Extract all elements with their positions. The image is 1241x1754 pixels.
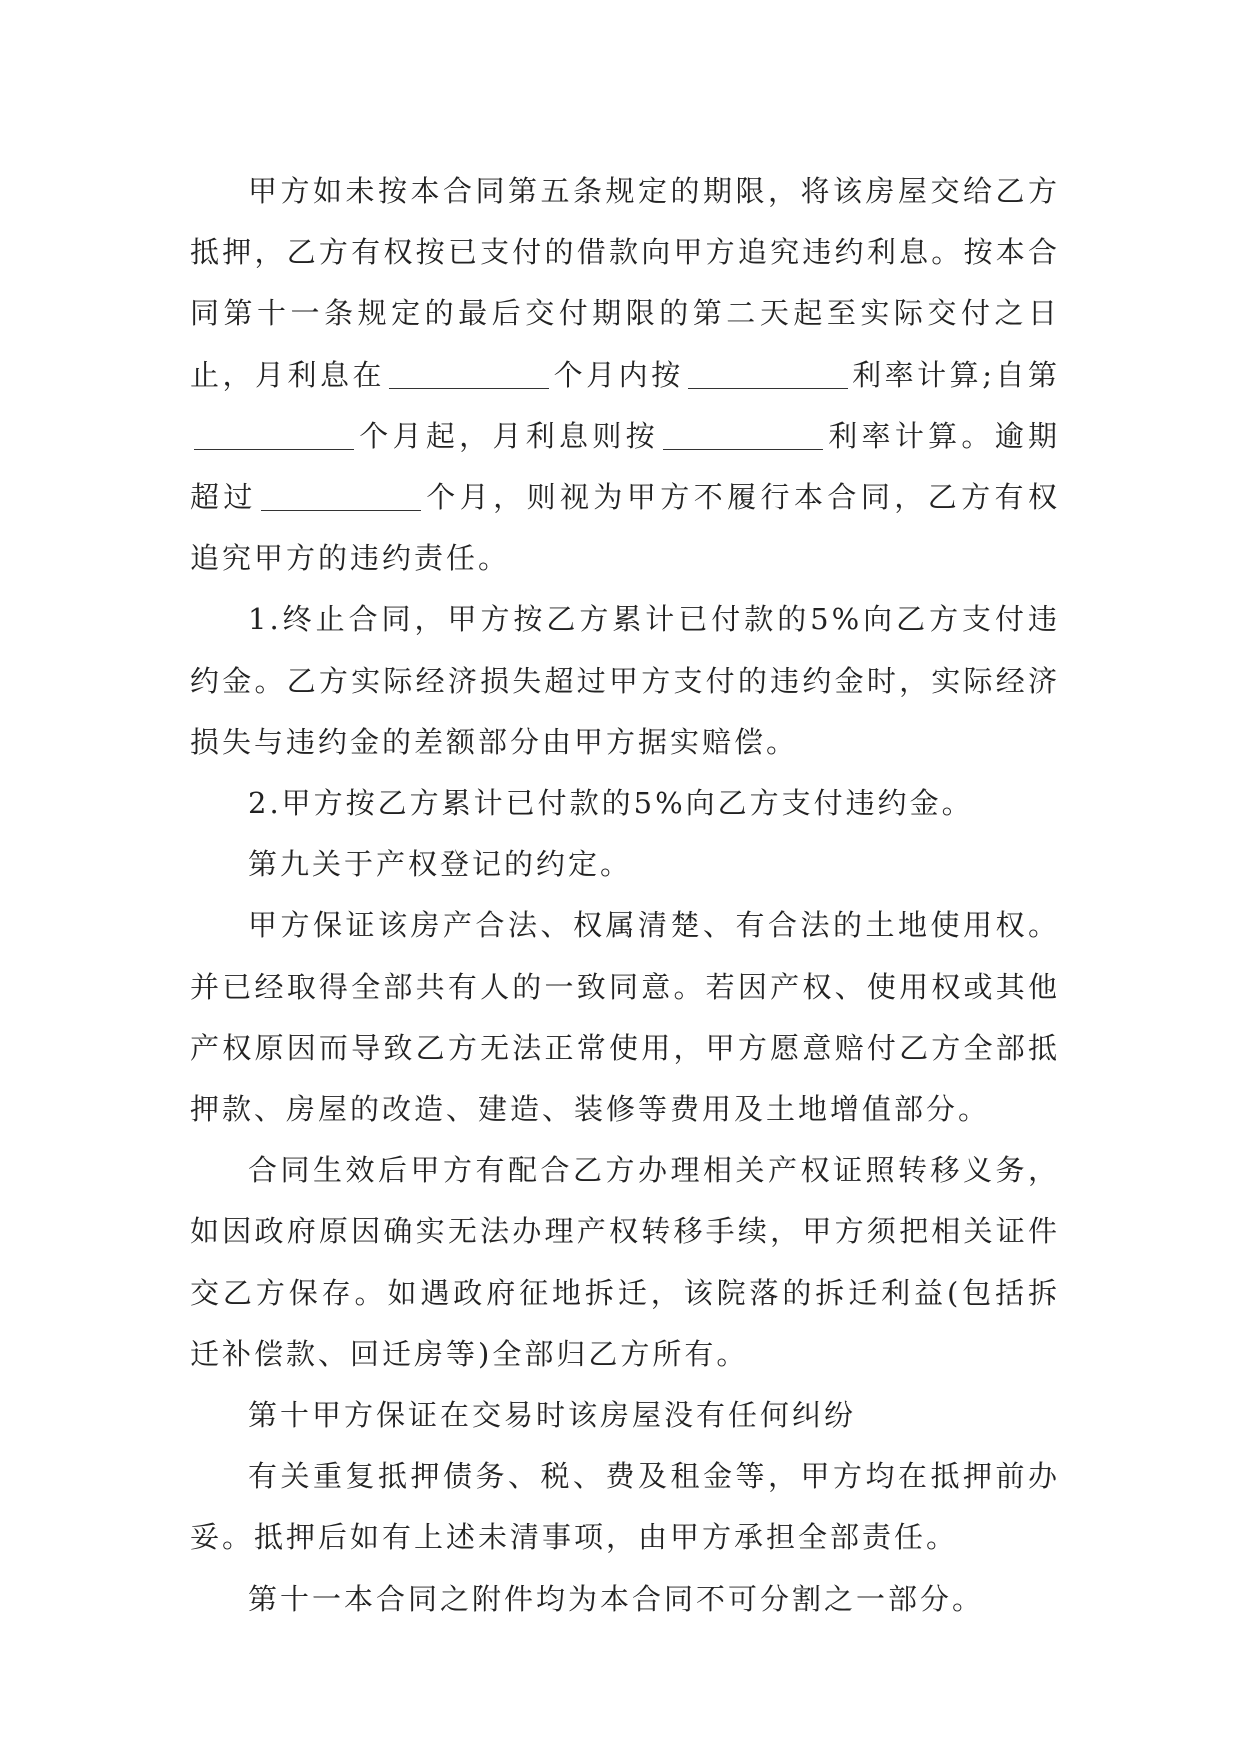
paragraph-text: 个月起，月利息则按 [358, 418, 659, 453]
paragraph-title-guarantee: 甲方保证该房产合法、权属清楚、有合法的土地使用权。并已经取得全部共有人的一致同意。若因产权、使用权或其他产权原因而导致乙方无法正常使用，甲方愿意赔付乙方全部抵押款、房屋的改造、建造、装修等费用及土地增值部分。 [190, 908, 1060, 1127]
section-heading-9: 第九关于产权登记的约定。 [248, 847, 633, 882]
blank-line [194, 419, 354, 450]
section-heading-11: 第十一本合同之附件均为本合同不可分割之一部分。 [248, 1581, 985, 1616]
paragraph-text: 个月内按 [553, 357, 684, 392]
paragraph-text: 利率计算;自第 [851, 357, 1060, 392]
blank-line [663, 419, 823, 450]
blank-line [389, 358, 549, 389]
paragraph-item-1: 1.终止合同，甲方按乙方累计已付款的5%向乙方支付违约金。乙方实际经济损失超过甲方支付的违约金时，实际经济损失与违约金的差额部分由甲方据实赔偿。 [190, 602, 1060, 759]
paragraph-item-2: 2.甲方按乙方累计已付款的5%向乙方支付违约金。 [248, 786, 974, 821]
blank-line [261, 480, 421, 511]
paragraph-encumbrances: 有关重复抵押债务、税、费及租金等，甲方均在抵押前办妥。抵押后如有上述未清事项，由甲方承担全部责任。 [190, 1459, 1060, 1555]
blank-line [688, 358, 848, 389]
paragraph-transfer-obligation: 合同生效后甲方有配合乙方办理相关产权证照转移义务，如因政府原因确实无法办理产权转移手续，甲方须把相关证件交乙方保存。如遇政府征地拆迁，该院落的拆迁利益(包括拆迁补偿款、回迁房等)全部归乙方所有。 [190, 1153, 1060, 1371]
paragraph-text: 个月，则视为甲方不履行本合同，乙方有权追究甲方的违约责任。 [190, 480, 1060, 576]
document-body [190, 161, 1060, 1630]
paragraph-text: 甲方如未按本合同第五条规定的期限，将该房屋交给乙方抵押，乙方有权按已支付的借款向甲方追究违约利息。按本合同第十一条规定的最后交付期限的第二天起至实际交付之日止，月利息在 [190, 174, 1060, 392]
paragraph-breach-delivery [190, 161, 1060, 589]
section-heading-10: 第十甲方保证在交易时该房屋没有任何纠纷 [248, 1398, 857, 1433]
paragraph-text: 利率计算。逾期超过 [190, 418, 1060, 515]
